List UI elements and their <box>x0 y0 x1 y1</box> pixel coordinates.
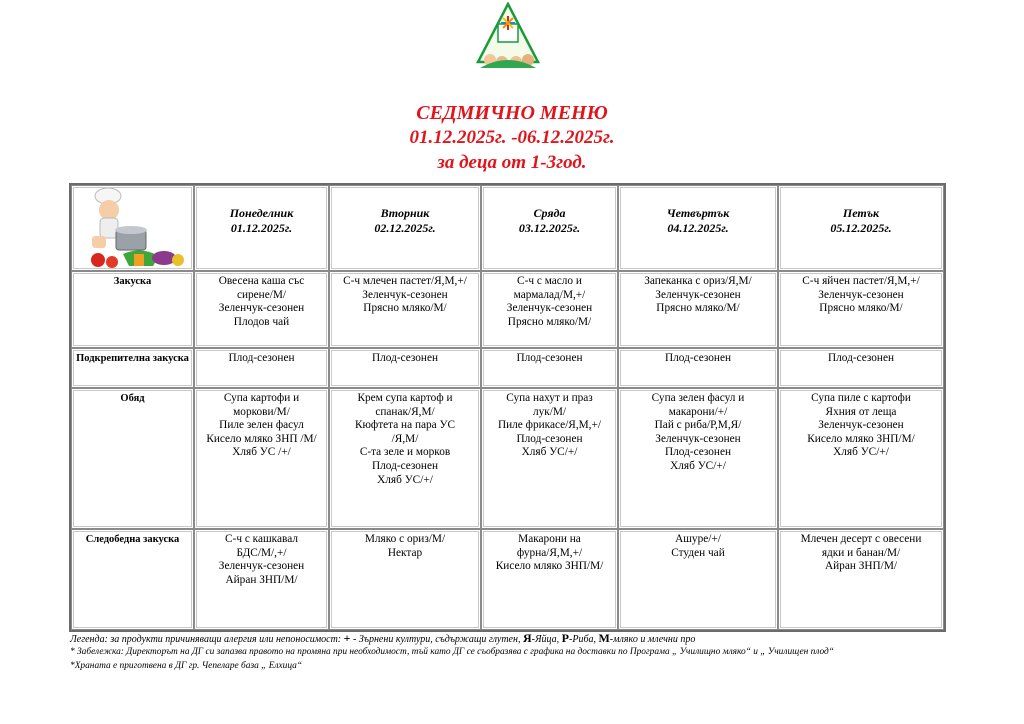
meal-label: Закуска <box>71 271 194 348</box>
legend-fish-text: -Риба, <box>569 634 596 645</box>
legend-egg-text: -Яйца, <box>531 634 560 645</box>
menu-item-line: Зеленчук-сезонен <box>506 302 593 315</box>
snack-row <box>71 348 944 388</box>
menu-cell <box>194 529 329 630</box>
menu-item-line: Айран ЗНП/М/ <box>225 573 298 586</box>
menu-item-line: Зеленчук-сезонен <box>218 302 305 315</box>
menu-item-line: С-та зеле и морков <box>359 446 451 459</box>
menu-item-line: Плод-сезонен <box>228 352 295 364</box>
menu-item-line: ядки и банан/М/ <box>821 546 901 559</box>
legend-milk-text: -мляко и млечни про <box>609 634 696 645</box>
day-name: Петък <box>842 206 880 220</box>
menu-item-line: Кюфтета на пара УС <box>354 419 456 432</box>
legend-milk-symbol: М <box>598 631 610 645</box>
menu-item-line: Запеканка с ориз/Я,М/ <box>644 275 752 287</box>
menu-item-line: Зеленчук-сезонен <box>362 288 448 301</box>
menu-item-line: Крем супа картоф и <box>357 392 453 404</box>
menu-cell <box>481 348 618 388</box>
menu-item-line: Зеленчук-сезонен <box>655 288 741 301</box>
menu-cell <box>194 388 329 529</box>
menu-item-line: С-ч с масло и <box>517 275 582 287</box>
menu-item-line: Мляко с ориз/М/ <box>364 533 446 545</box>
menu-item-line: фурна/Я,М,+/ <box>516 546 583 559</box>
day-name: Четвъртък <box>666 206 730 220</box>
child-chef-illustration <box>78 188 188 266</box>
kindergarten-logo <box>472 2 544 70</box>
menu-item-line: мармалад/М,+/ <box>513 288 586 301</box>
meal-label: Подкрепителна закуска <box>71 348 194 388</box>
menu-item-line: Зеленчук-сезонен <box>818 288 904 301</box>
menu-cell <box>778 271 944 348</box>
menu-item-line: Прясно мляко/М/ <box>507 315 592 328</box>
menu-item-line: С-ч с кашкавал <box>225 533 298 545</box>
day-date: 03.12.2025г. <box>518 221 581 235</box>
menu-cell <box>618 388 778 529</box>
menu-cell <box>618 271 778 348</box>
menu-item-line: Пай с риба/Р,М,Я/ <box>654 419 742 432</box>
menu-cell <box>329 271 481 348</box>
day-header-monday <box>194 185 329 271</box>
menu-item-line: С-ч яйчен пастет/Я,М,+/ <box>802 275 920 287</box>
menu-item-line: Хляб УС/+/ <box>833 446 889 459</box>
menu-cell <box>618 529 778 630</box>
menu-item-line: Супа картофи и <box>223 392 300 404</box>
lunch-row <box>71 388 944 529</box>
menu-item-line: Плод-сезонен <box>516 352 583 364</box>
menu-item-line: Хляб УС/+/ <box>377 473 433 486</box>
kitchen-note: *Храната е приготвена в ДГ гр. Чепеларе база „ Елхица“ <box>70 661 303 671</box>
menu-cell <box>329 348 481 388</box>
menu-item-line: Плод-сезонен <box>827 352 895 364</box>
menu-item-line: Студен чай <box>671 546 725 559</box>
menu-item-line: Плод-сезонен <box>371 352 439 364</box>
menu-item-line: сирене/М/ <box>236 288 287 301</box>
menu-item-line: Прясно мляко/М/ <box>656 302 740 315</box>
menu-item-line: Млечен десерт с овесени <box>800 533 922 545</box>
menu-item-line: спанак/Я,М/ <box>375 405 435 418</box>
days-header-row <box>71 185 944 271</box>
day-header-friday <box>778 185 944 271</box>
legend-egg-symbol: Я <box>522 631 532 645</box>
menu-item-line: Зеленчук-сезонен <box>818 419 904 432</box>
menu-cell <box>481 271 618 348</box>
menu-cell <box>778 529 944 630</box>
menu-item-line: Зеленчук-сезонен <box>218 560 305 573</box>
allergen-legend <box>70 631 950 646</box>
menu-item-line: Прясно мляко/М/ <box>819 302 903 315</box>
day-date: 04.12.2025г. <box>667 221 729 235</box>
day-name: Вторник <box>380 206 430 220</box>
day-header-wednesday <box>481 185 618 271</box>
legend-fish-symbol: Р <box>561 631 569 645</box>
menu-item-line: Айран ЗНП/М/ <box>824 560 898 573</box>
menu-cell <box>778 348 944 388</box>
day-date: 05.12.2025г. <box>830 221 892 235</box>
menu-item-line: Плод-сезонен <box>664 446 732 459</box>
menu-item-line: Супа пиле с картофи <box>811 392 911 404</box>
menu-cell <box>194 348 329 388</box>
day-header-tuesday <box>329 185 481 271</box>
menu-item-line: Плод-сезонен <box>371 459 439 472</box>
meal-label: Следобедна закуска <box>71 529 194 630</box>
menu-item-line: /Я,М/ <box>391 432 419 445</box>
day-date: 01.12.2025г. <box>230 221 293 235</box>
menu-cell <box>481 388 618 529</box>
menu-cell <box>778 388 944 529</box>
day-name: Понеделник <box>229 206 294 220</box>
legend-plus-text: - Зърнени култури, съдържащи глутен, <box>352 634 521 645</box>
menu-cell <box>194 271 329 348</box>
menu-item-line: Супа нахут и праз <box>506 392 593 404</box>
menu-item-line: Кисело мляко ЗНП/М/ <box>495 560 604 573</box>
menu-cell <box>618 348 778 388</box>
menu-item-line: Плодов чай <box>233 315 290 328</box>
menu-item-line: Плод-сезонен <box>664 352 732 364</box>
menu-item-line: Макарони на <box>518 533 581 545</box>
legend-plus-symbol: + <box>343 631 351 645</box>
menu-audience: за деца от 1-3год. <box>437 152 587 173</box>
day-header-thursday <box>618 185 778 271</box>
menu-item-line: Кисело мляко ЗНП /М/ <box>206 432 317 445</box>
legend-prefix: Легенда: за продукти причиняващи алергия или непоносимост: <box>70 634 342 645</box>
menu-item-line: Ашуре/+/ <box>675 533 721 545</box>
menu-item-line: С-ч млечен пастет/Я,М,+/ <box>343 275 467 287</box>
menu-item-line: Нектар <box>387 546 423 559</box>
menu-item-line: моркови/М/ <box>233 405 290 418</box>
menu-item-line: БДС/М/,+/ <box>236 546 287 559</box>
menu-dates: 01.12.2025г. -06.12.2025г. <box>409 127 615 148</box>
director-note: * Забележка: Директорът на ДГ си запазва правото на промяна при необходимост, тъй като ДГ се съобразява с графика на доставки по Програма „ Училищно мляко“ и „ Училищен плод“ <box>70 647 835 657</box>
day-name: Сряда <box>533 206 566 220</box>
menu-cell <box>329 388 481 529</box>
menu-item-line: Супа зелен фасул и <box>651 392 745 404</box>
menu-item-line: Кисело мляко ЗНП/М/ <box>807 432 915 445</box>
menu-cell <box>481 529 618 630</box>
menu-item-line: лук/М/ <box>532 405 567 418</box>
meal-label: Обяд <box>71 388 194 529</box>
menu-item-line: Яхния от леща <box>825 405 897 418</box>
menu-item-line: Прясно мляко/М/ <box>363 302 447 315</box>
menu-title: СЕДМИЧНО МЕНЮ <box>416 102 608 124</box>
day-date: 02.12.2025г. <box>374 221 436 235</box>
menu-cell <box>329 529 481 630</box>
menu-item-line: Овесена каша със <box>218 275 305 287</box>
menu-item-line: Зеленчук-сезонен <box>655 432 741 445</box>
menu-item-line: Хляб УС /+/ <box>232 446 291 459</box>
breakfast-row <box>71 271 944 348</box>
menu-item-line: Пиле зелен фасул <box>219 419 304 432</box>
menu-item-line: Хляб УС/+/ <box>521 446 578 459</box>
chef-picture-cell <box>71 185 194 271</box>
menu-item-line: Плод-сезонен <box>516 432 583 445</box>
weekly-menu-table <box>69 183 946 632</box>
menu-item-line: Пиле фрикасе/Я,М,+/ <box>497 419 602 432</box>
menu-item-line: Хляб УС/+/ <box>670 459 726 472</box>
menu-item-line: макарони/+/ <box>668 405 728 418</box>
afternoon-snack-row <box>71 529 944 630</box>
